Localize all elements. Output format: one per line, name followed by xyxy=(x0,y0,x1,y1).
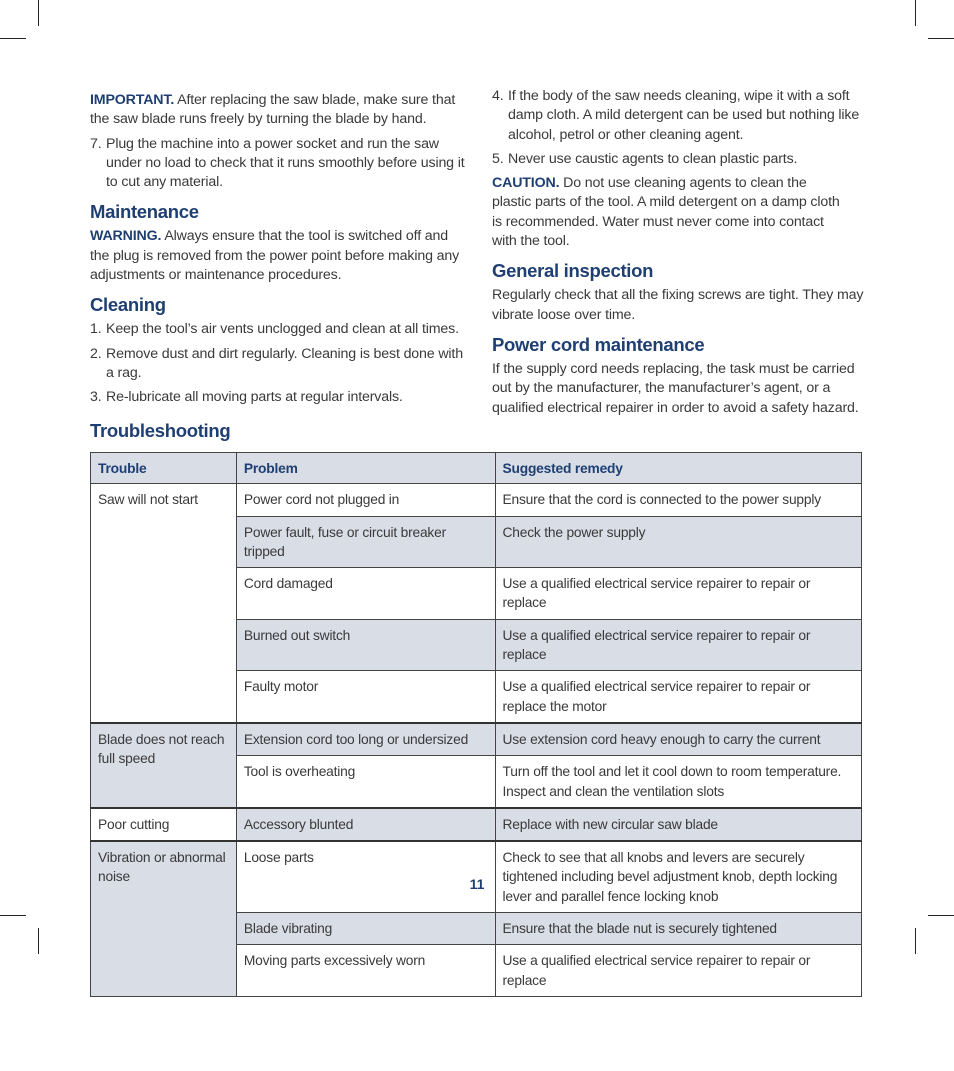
table-row xyxy=(91,808,862,841)
step-7 xyxy=(90,135,468,193)
table-row xyxy=(91,484,862,516)
caution-note xyxy=(492,174,842,251)
list-text: Never use caustic agents to clean plastic parts. xyxy=(508,150,798,167)
remedy-cell: Use a qualified electrical service repairer to repair or replace xyxy=(495,568,862,620)
list-number: 5. xyxy=(492,150,504,167)
list-item xyxy=(492,87,870,145)
important-keyword: IMPORTANT. xyxy=(90,92,175,108)
trouble-cell: Saw will not start xyxy=(91,484,237,723)
remedy-cell: Ensure that the cord is connected to the power supply xyxy=(495,484,862,516)
problem-cell: Extension cord too long or undersized xyxy=(236,723,495,756)
list-text: Plug the machine into a power socket and run the saw under no load to check that it runs smoothly before using it to cut any material. xyxy=(106,135,465,191)
power-cord-text: If the supply cord needs replacing, the task must be carried out by the manufacturer, the manufacturer’s agent, or a qualified electrical repairer in order to avoid a safety hazard. xyxy=(492,360,859,416)
column-header-problem: Problem xyxy=(236,453,495,484)
crop-mark xyxy=(915,928,916,954)
crop-mark xyxy=(0,915,26,916)
list-item xyxy=(90,320,468,339)
crop-mark xyxy=(0,38,26,39)
list-item xyxy=(90,345,468,384)
crop-mark xyxy=(915,0,916,26)
list-number: 2. xyxy=(90,345,102,362)
list-text: Re-lubricate all moving parts at regular intervals. xyxy=(106,389,403,406)
left-column xyxy=(90,91,468,413)
remedy-cell: Use a qualified electrical service repairer to repair or replace the motor xyxy=(495,671,862,723)
trouble-cell: Blade does not reach full speed xyxy=(91,723,237,808)
list-item xyxy=(492,150,870,169)
list-text: Remove dust and dirt regularly. Cleaning is best done with a rag. xyxy=(106,345,463,381)
problem-cell: Power fault, fuse or circuit breaker tripped xyxy=(236,516,495,568)
column-header-remedy: Suggested remedy xyxy=(495,453,862,484)
inspection-text: Regularly check that all the fixing screws are tight. They may vibrate loose over time. xyxy=(492,287,864,323)
warning-note xyxy=(90,227,468,285)
list-number: 1. xyxy=(90,321,102,338)
problem-cell: Loose parts xyxy=(236,841,495,912)
problem-cell: Cord damaged xyxy=(236,568,495,620)
problem-cell: Blade vibrating xyxy=(236,913,495,945)
remedy-cell: Check the power supply xyxy=(495,516,862,568)
list-number: 7. xyxy=(90,135,102,152)
list-item xyxy=(90,388,468,407)
troubleshooting-table xyxy=(90,452,862,997)
problem-cell: Accessory blunted xyxy=(236,808,495,841)
table-header-row xyxy=(91,453,862,484)
problem-cell: Faulty motor xyxy=(236,671,495,723)
remedy-cell: Replace with new circular saw blade xyxy=(495,808,862,841)
crop-mark xyxy=(38,928,39,954)
problem-cell: Tool is overheating xyxy=(236,756,495,808)
problem-cell: Moving parts excessively worn xyxy=(236,945,495,997)
trouble-cell: Vibration or abnormal noise xyxy=(91,841,237,996)
list-number: 4. xyxy=(492,88,504,104)
remedy-cell: Use a qualified electrical service repairer to repair or replace xyxy=(495,945,862,997)
important-note xyxy=(90,91,468,130)
important-text: After replacing the saw blade, make sure that the saw blade runs freely by turning the blade by hand. xyxy=(90,92,456,128)
power-cord-heading: Power cord maintenance xyxy=(492,333,705,355)
troubleshooting-heading: Troubleshooting xyxy=(90,420,231,441)
caution-keyword: CAUTION. xyxy=(492,175,560,192)
cleaning-heading: Cleaning xyxy=(90,294,166,316)
remedy-cell: Check to see that all knobs and levers are securely tightened including bevel adjustment knob, depth locking lever and parallel fence locking knob xyxy=(495,841,862,912)
table-row xyxy=(91,723,862,756)
problem-cell: Power cord not plugged in xyxy=(236,484,495,516)
crop-mark xyxy=(38,0,39,26)
maintenance-heading: Maintenance xyxy=(90,201,199,223)
general-inspection-heading: General inspection xyxy=(492,260,654,282)
trouble-cell: Poor cutting xyxy=(91,808,237,841)
problem-cell: Burned out switch xyxy=(236,619,495,671)
right-column xyxy=(492,87,870,423)
remedy-cell: Ensure that the blade nut is securely tightened xyxy=(495,913,862,945)
caution-text: Do not use cleaning agents to clean the plastic parts of the tool. A mild detergent on a damp cloth is recommended. Water must never come into contact with the tool. xyxy=(492,175,840,250)
crop-mark xyxy=(928,915,954,916)
warning-keyword: WARNING. xyxy=(90,228,162,245)
list-text: Keep the tool’s air vents unclogged and clean at all times. xyxy=(106,321,459,338)
crop-mark xyxy=(928,38,954,39)
warning-text: Always ensure that the tool is switched off and the plug is removed from the power point before making any adjustments or maintenance procedures. xyxy=(90,228,460,284)
list-text: If the body of the saw needs cleaning, wipe it with a soft damp cloth. A mild detergent can be used but nothing like alcohol, petrol or other cleaning agent. xyxy=(508,88,860,143)
remedy-cell: Use extension cord heavy enough to carry the current xyxy=(495,723,862,756)
list-number: 3. xyxy=(90,389,102,406)
remedy-cell: Turn off the tool and let it cool down to room temperature. Inspect and clean the ventilation slots xyxy=(495,756,862,808)
remedy-cell: Use a qualified electrical service repairer to repair or replace xyxy=(495,619,862,671)
page-number: 11 xyxy=(469,876,485,892)
column-header-trouble: Trouble xyxy=(91,453,237,484)
